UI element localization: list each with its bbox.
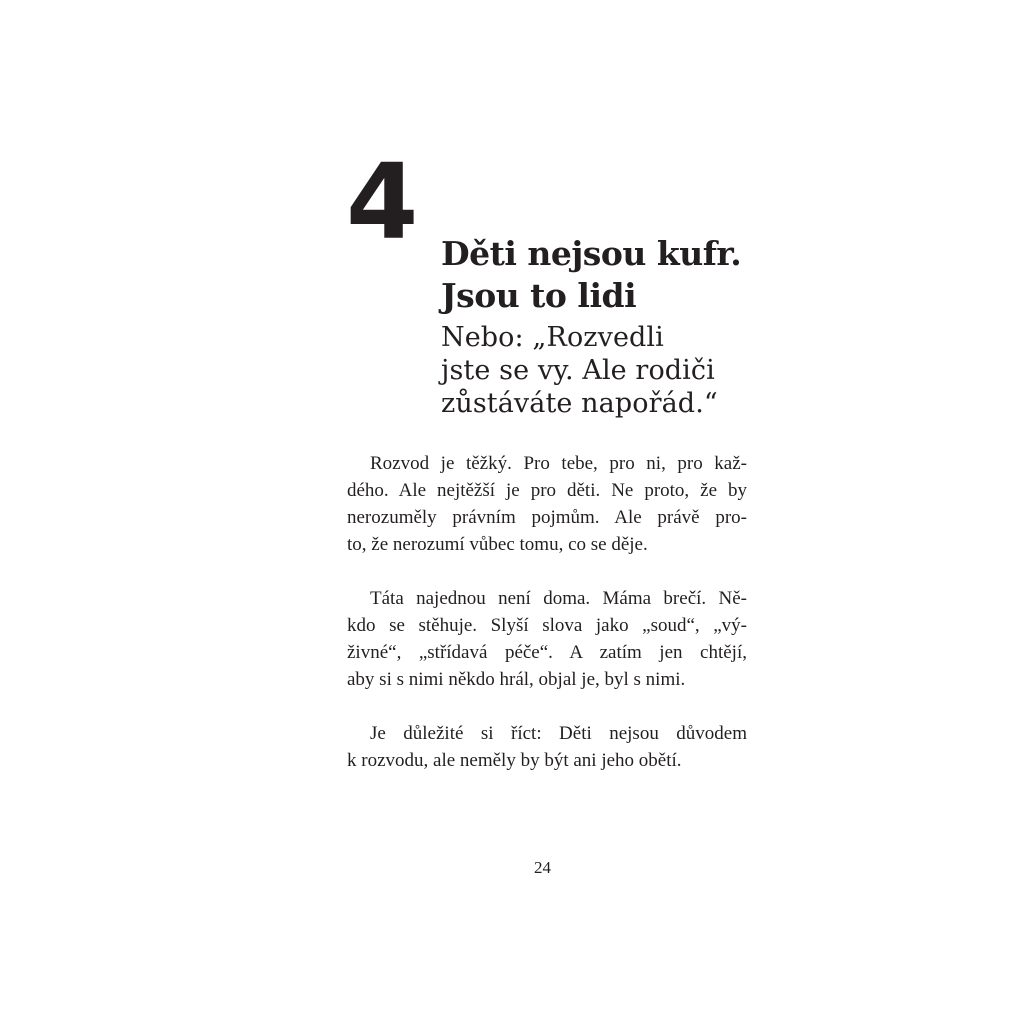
text-line: Je důležité si říct: Děti nejsou důvodem <box>370 723 747 744</box>
text-line: Rozvod je těžký. Pro tebe, pro ni, pro kaž- <box>370 453 747 474</box>
page-number: 24 <box>534 858 551 877</box>
chapter-number: 4 <box>346 141 419 263</box>
chapter-subtitle-line: jste se vy. Ale rodiči <box>441 355 715 386</box>
chapter-subtitle-line: Nebo: „Rozvedli <box>441 322 664 353</box>
text-line: k rozvodu, ale neměly by být ani jeho obětí. <box>347 750 682 771</box>
chapter-subtitle-line: zůstáváte napořád.“ <box>441 388 718 419</box>
paragraph <box>347 450 747 558</box>
text-line: aby si s nimi někdo hrál, objal je, byl s nimi. <box>347 669 686 690</box>
text-line: Táta najednou není doma. Máma brečí. Ně- <box>370 588 747 609</box>
text-line: živné“, „střídavá péče“. A zatím jen chtějí, <box>347 642 747 663</box>
text-line: to, že nerozumí vůbec tomu, co se děje. <box>347 534 648 555</box>
text-line: nerozuměly právním pojmům. Ale právě pro- <box>347 507 747 528</box>
paragraph <box>347 585 747 693</box>
chapter-subtitle <box>441 321 771 420</box>
text-line: dého. Ale nejtěžší je pro děti. Ne proto, že by <box>347 480 747 501</box>
chapter-title-line: Děti nejsou kufr. <box>441 234 742 273</box>
chapter-heading <box>441 233 771 420</box>
chapter-title-line: Jsou to lidi <box>441 276 637 315</box>
body-text <box>347 450 747 801</box>
paragraph <box>347 720 747 774</box>
text-line: kdo se stěhuje. Slyší slova jako „soud“, „vý- <box>347 615 747 636</box>
